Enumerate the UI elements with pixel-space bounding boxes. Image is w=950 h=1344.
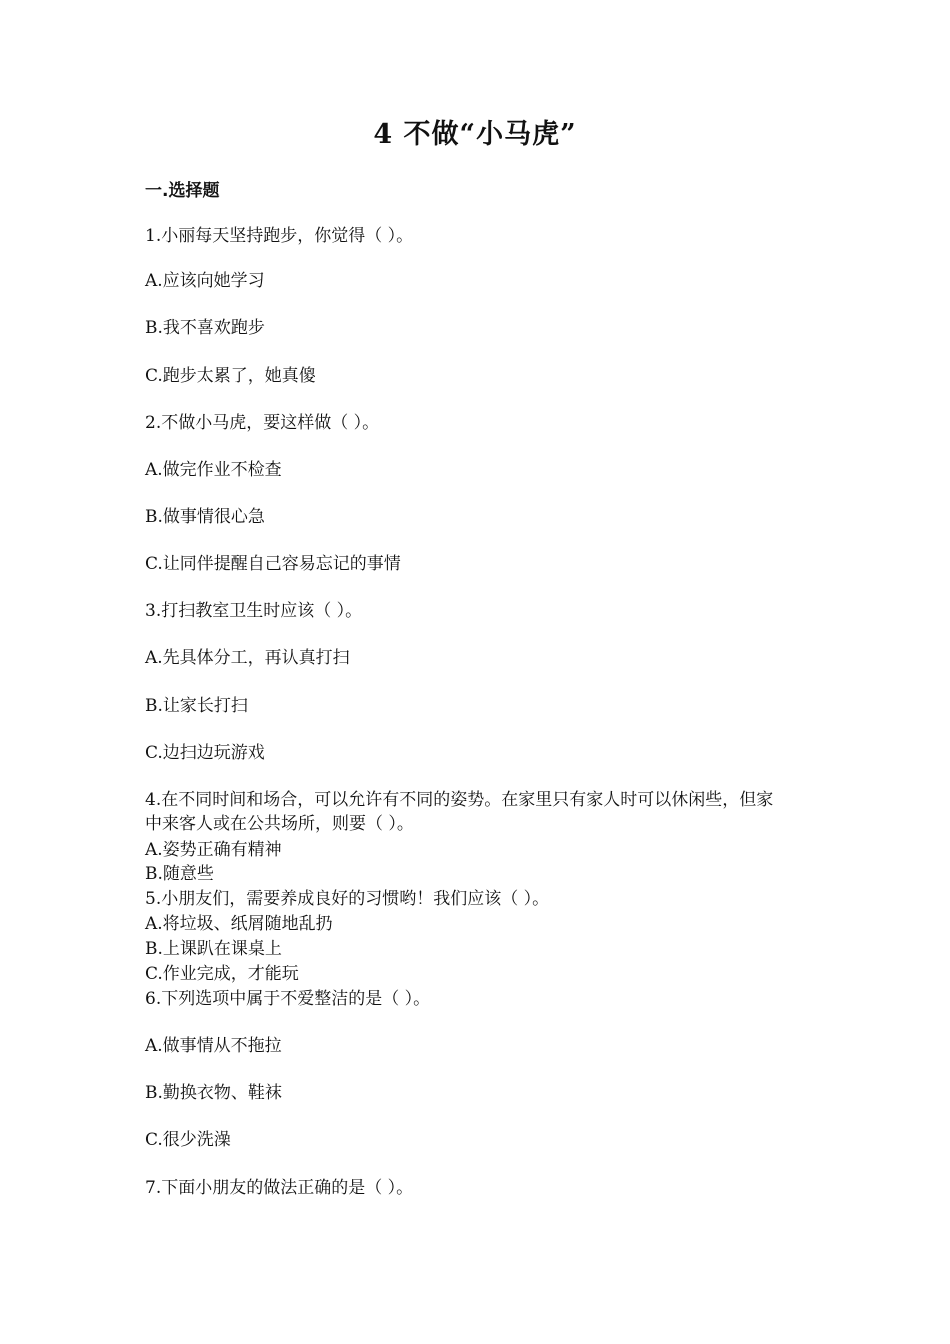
question-5-option-a: A.将垃圾、纸屑随地乱扔 — [145, 914, 333, 934]
question-5-option-b: B.上课趴在课桌上 — [145, 939, 282, 959]
question-6-option-a: A.做事情从不拖拉 — [145, 1036, 282, 1056]
question-6-option-c: C.很少洗澡 — [145, 1130, 231, 1150]
question-3-stem: 3.打扫教室卫生时应该（ ）。 — [145, 601, 363, 621]
question-4-stem: 4.在不同时间和场合，可以允许有不同的姿势。在家里只有家人时可以休闲些，但家中来客人或在公共场所，则要（ ）。 — [145, 790, 774, 834]
question-2-option-c: C.让同伴提醒自己容易忘记的事情 — [145, 554, 401, 574]
question-1-option-a: A.应该向她学习 — [145, 271, 265, 291]
question-6-stem: 6.下列选项中属于不爱整洁的是（ ）。 — [145, 989, 431, 1009]
question-1-stem: 1.小丽每天坚持跑步，你觉得（ ）。 — [145, 226, 414, 246]
question-2-stem: 2.不做小马虎，要这样做（ ）。 — [145, 413, 380, 433]
question-3-option-b: B.让家长打扫 — [145, 696, 248, 716]
question-4-option-a: A.姿势正确有精神 — [145, 840, 282, 860]
question-3-option-c: C.边扫边玩游戏 — [145, 743, 265, 763]
page-title: 4 不做“小马虎” — [373, 119, 577, 150]
question-5-option-c: C.作业完成，才能玩 — [145, 964, 299, 984]
question-2-option-b: B.做事情很心急 — [145, 507, 265, 527]
question-7-stem: 7.下面小朋友的做法正确的是（ ）。 — [145, 1178, 414, 1198]
question-2-option-a: A.做完作业不检查 — [145, 460, 282, 480]
question-6-option-b: B.勤换衣物、鞋袜 — [145, 1083, 282, 1103]
question-1-option-b: B.我不喜欢跑步 — [145, 318, 265, 338]
section-heading: 一.选择题 — [145, 181, 220, 201]
question-1-option-c: C.跑步太累了，她真傻 — [145, 366, 316, 386]
question-3-option-a: A.先具体分工，再认真打扫 — [145, 648, 350, 668]
question-5-stem: 5.小朋友们，需要养成良好的习惯哟！我们应该（ ）。 — [145, 889, 550, 909]
question-4-option-b: B.随意些 — [145, 864, 214, 884]
